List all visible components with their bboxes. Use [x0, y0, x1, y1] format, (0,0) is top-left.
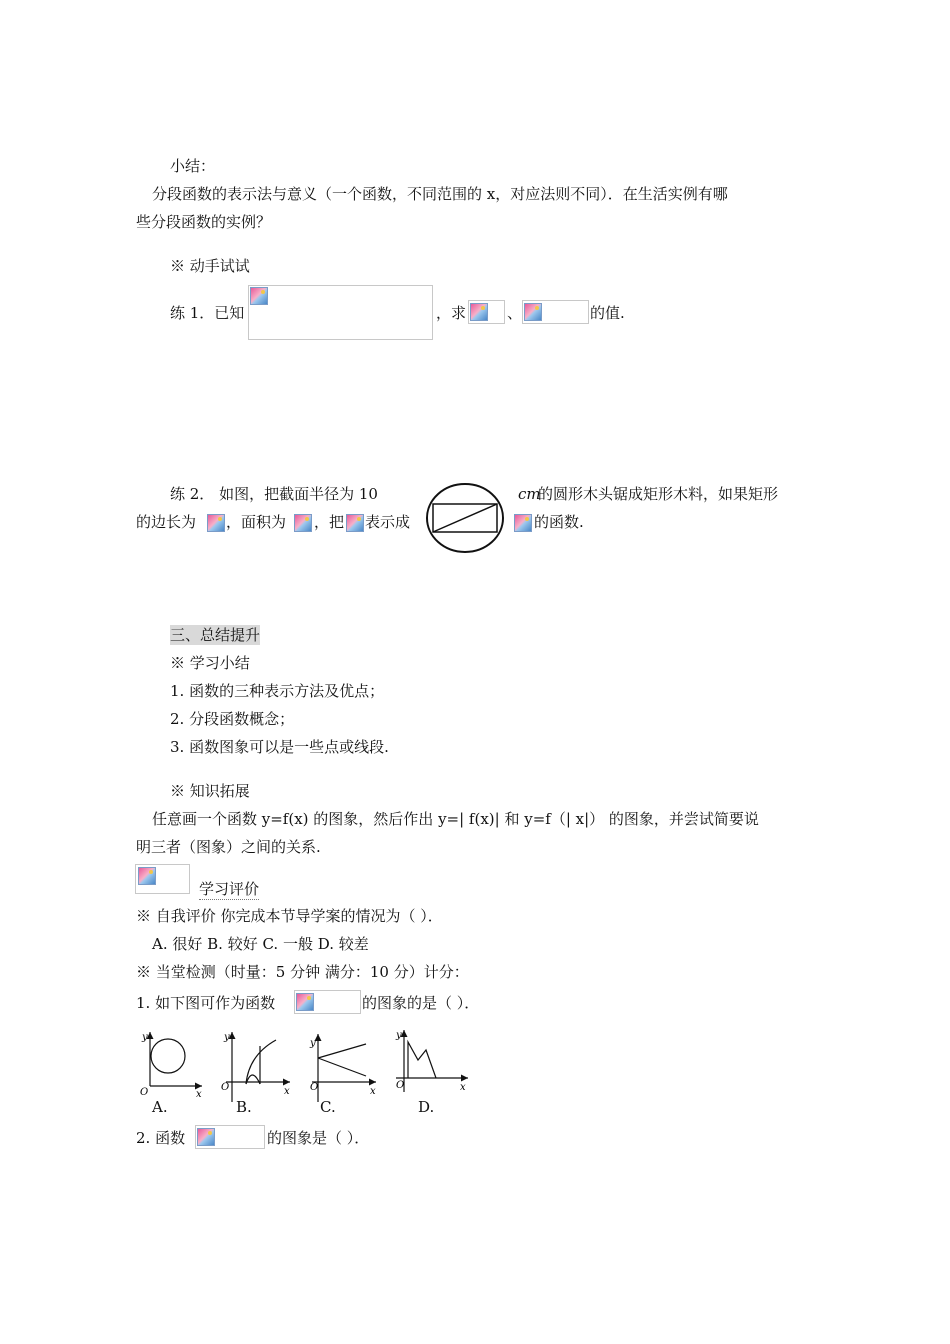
- broken-image-icon: [470, 303, 488, 321]
- graph-label-a: A.: [152, 1098, 168, 1116]
- try-heading: ※ 动手试试: [170, 257, 250, 275]
- in-class-check: ※ 当堂检测（时量：5 分钟 满分：10 分）计分：: [136, 963, 469, 981]
- graph-label-b: B.: [236, 1098, 252, 1116]
- graph-b: [221, 1032, 290, 1102]
- evaluation-heading: 学习评价: [199, 880, 260, 898]
- q2-prefix: 2. 函数: [136, 1129, 186, 1147]
- study-summary-item: 3. 函数图象可以是一些点或线段.: [170, 738, 389, 756]
- graph-a: [140, 1032, 202, 1100]
- study-summary-heading: ※ 学习小结: [170, 654, 250, 672]
- ex2-line2-a: 的边长为: [136, 513, 197, 531]
- broken-image-icon: [138, 867, 156, 885]
- origin-label: O: [140, 1087, 149, 1098]
- part3-heading: 三、总结提升: [170, 626, 261, 644]
- extension-line-2: 明三者（图象）之间的关系.: [136, 838, 321, 856]
- q2-suffix: 的图象是（ ）．: [267, 1129, 370, 1147]
- ex1-suffix: 的值.: [590, 304, 625, 322]
- broken-image-icon: [197, 1128, 215, 1146]
- svg-text:O: O: [396, 1080, 405, 1091]
- graph-c: [309, 1034, 376, 1102]
- summary-line-1: 分段函数的表示法与意义（一个函数，不同范围的 x，对应法则不同）．在生活实例有哪: [152, 185, 728, 203]
- svg-text:y: y: [396, 1030, 402, 1041]
- study-summary-item: 2. 分段函数概念；: [170, 710, 295, 728]
- svg-text:x: x: [284, 1086, 290, 1097]
- ex1-value-image-2: [522, 300, 589, 324]
- q1-prefix: 1. 如下图可作为函数: [136, 994, 276, 1012]
- summary-line-2: 些分段函数的实例？: [136, 213, 272, 231]
- broken-image-icon: [250, 287, 268, 305]
- broken-image-icon: [346, 514, 364, 532]
- ex2-line1-b: 的圆形木头锯成矩形木料，如果矩形: [538, 485, 779, 503]
- ex2-unit: cm: [518, 485, 541, 503]
- svg-text:O: O: [310, 1082, 319, 1093]
- evaluation-heading-image: [135, 864, 190, 894]
- extension-heading: ※ 知识拓展: [170, 782, 250, 800]
- self-evaluation: ※ 自我评价 你完成本节导学案的情况为（ ）．: [136, 907, 443, 925]
- ex1-function-image: [248, 285, 433, 340]
- q1-function-image: [294, 990, 361, 1014]
- circle-rectangle-figure: [424, 482, 506, 554]
- summary-heading: 小结：: [170, 157, 216, 175]
- svg-text:O: O: [221, 1082, 230, 1093]
- graph-d: [395, 1030, 468, 1093]
- ex2-line2-d: 表示成: [365, 513, 411, 531]
- svg-text:y: y: [224, 1032, 230, 1043]
- ex2-line2-c: ，把: [314, 513, 345, 531]
- q2-function-image: [195, 1125, 265, 1149]
- q1-suffix: 的图象的是（ ）．: [362, 994, 480, 1012]
- ex1-prefix: 练 1．已知: [170, 304, 245, 322]
- broken-image-icon: [514, 514, 532, 532]
- broken-image-icon: [524, 303, 542, 321]
- svg-text:y: y: [310, 1038, 316, 1049]
- x-axis-label: x: [196, 1089, 202, 1100]
- ex1-value-image-1: [468, 300, 505, 324]
- graph-label-c: C.: [320, 1098, 336, 1116]
- ex2-line2-e: 的函数.: [534, 513, 584, 531]
- extension-line-1: 任意画一个函数 y=f(x) 的图象，然后作出 y=| f(x)| 和 y=f（| x|） 的图象，并尝试简要说: [152, 810, 759, 828]
- ex1-middle: ，求: [436, 304, 467, 322]
- broken-image-icon: [294, 514, 312, 532]
- graph-label-d: D.: [418, 1098, 435, 1116]
- broken-image-icon: [207, 514, 225, 532]
- ex2-line1-a: 练 2． 如图，把截面半径为 10: [170, 485, 378, 503]
- evaluation-options: A. 很好 B. 较好 C. 一般 D. 较差: [152, 935, 369, 953]
- broken-image-icon: [296, 993, 314, 1011]
- study-summary-item: 1. 函数的三种表示方法及优点；: [170, 682, 385, 700]
- svg-text:x: x: [370, 1086, 376, 1097]
- y-axis-label: y: [142, 1032, 148, 1043]
- svg-text:x: x: [460, 1082, 466, 1093]
- ex2-line2-b: ，面积为: [226, 513, 287, 531]
- ex1-separator: 、: [507, 304, 523, 322]
